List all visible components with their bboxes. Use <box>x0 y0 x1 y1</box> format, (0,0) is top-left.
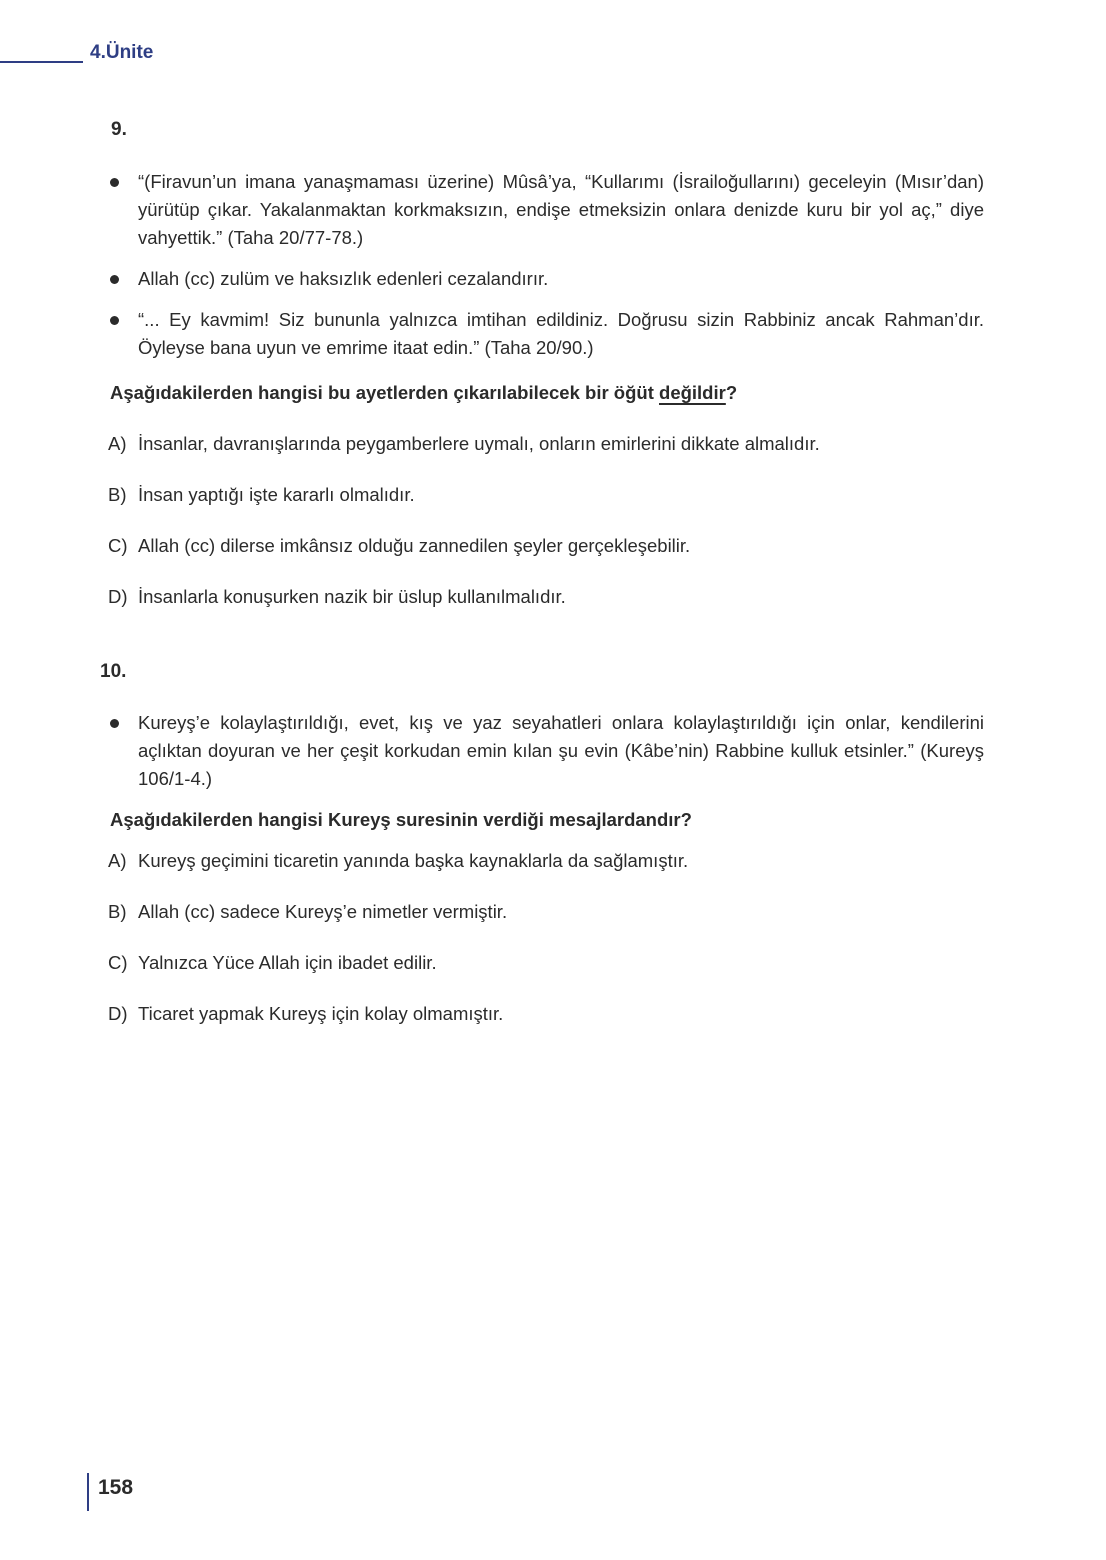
option-letter: B) <box>108 484 127 505</box>
bullet-item <box>110 265 984 293</box>
question-number: 10. <box>100 661 127 682</box>
option-c[interactable] <box>108 532 690 560</box>
stem-emphasis: değildir <box>659 382 726 403</box>
option-a[interactable] <box>108 847 688 875</box>
page-number: 158 <box>98 1476 134 1499</box>
bullet-item <box>110 306 984 362</box>
stem-question-mark: ? <box>725 382 738 403</box>
option-letter: B) <box>108 901 127 922</box>
option-letter: C) <box>108 535 128 556</box>
question-number: 9. <box>111 119 127 140</box>
bullet-text: Kureyş’e kolaylaştırıldığı, evet, kış ve yaz seyahatleri onlara kolaylaştırıldığı için onlar, kendilerini açlıktan doyuran ve her çeşit korkudan emin kılan şu evin (Kâbe’nin) Rabbine kulluk etsinler.” (Kureyş 106/1-4.) <box>138 712 984 789</box>
option-letter: D) <box>108 586 128 607</box>
option-d[interactable] <box>108 583 566 611</box>
option-c[interactable] <box>108 949 437 977</box>
unit-title: 4.Ünite <box>90 42 154 63</box>
option-letter: D) <box>108 1003 128 1024</box>
bullet-item <box>110 168 984 252</box>
option-letter: A) <box>108 850 127 871</box>
bullet-text: Allah (cc) zulüm ve haksızlık edenleri cezalandırır. <box>138 268 549 289</box>
option-d[interactable] <box>108 1000 503 1028</box>
option-text: Allah (cc) sadece Kureyş’e nimetler vermiştir. <box>138 901 508 922</box>
option-b[interactable] <box>108 898 507 926</box>
option-letter: C) <box>108 952 128 973</box>
page-number-rule <box>87 1473 89 1511</box>
bullet-dot-icon <box>110 178 119 187</box>
option-b[interactable] <box>108 481 415 509</box>
option-text: İnsan yaptığı işte kararlı olmalıdır. <box>138 484 415 505</box>
option-text: İnsanlarla konuşurken nazik bir üslup kullanılmalıdır. <box>138 586 566 607</box>
bullet-text: “(Firavun’un imana yanaşmaması üzerine) Mûsâ’ya, “Kullarımı (İsrailoğullarını) geceleyin (Mısır’dan) yürütüp çıkar. Yakalanmaktan korkmaksızın, endişe etmeksizin onlara denizde kuru bir yol aç,” diye vahyettik.” (Taha 20/77-78.) <box>138 171 984 248</box>
question-stem: Aşağıdakilerden hangisi Kureyş suresinin verdiği mesajlardandır? <box>110 809 692 830</box>
option-text: İnsanlar, davranışlarında peygamberlere uymalı, onların emirlerini dikkate almalıdır. <box>138 433 820 454</box>
bullet-item <box>110 709 984 793</box>
bullet-dot-icon <box>110 275 119 284</box>
option-text: Yalnızca Yüce Allah için ibadet edilir. <box>138 952 437 973</box>
header-rule <box>0 61 83 63</box>
bullet-dot-icon <box>110 719 119 728</box>
option-letter: A) <box>108 433 127 454</box>
option-text: Kureyş geçimini ticaretin yanında başka kaynaklarla da sağlamıştır. <box>138 850 689 871</box>
question-stem <box>110 379 737 407</box>
stem-text: Aşağıdakilerden hangisi bu ayetlerden çıkarılabilecek bir öğüt <box>110 382 660 403</box>
option-a[interactable] <box>108 430 820 458</box>
bullet-list <box>110 168 984 375</box>
bullet-text: “... Ey kavmim! Siz bununla yalnızca imtihan edildiniz. Doğrusu sizin Rabbiniz ancak Rahman’dır. Öyleyse bana uyun ve emrime itaat edin.” (Taha 20/90.) <box>138 309 984 358</box>
bullet-list <box>110 709 984 806</box>
bullet-dot-icon <box>110 316 119 325</box>
option-text: Ticaret yapmak Kureyş için kolay olmamıştır. <box>138 1003 504 1024</box>
option-text: Allah (cc) dilerse imkânsız olduğu zannedilen şeyler gerçekleşebilir. <box>138 535 691 556</box>
